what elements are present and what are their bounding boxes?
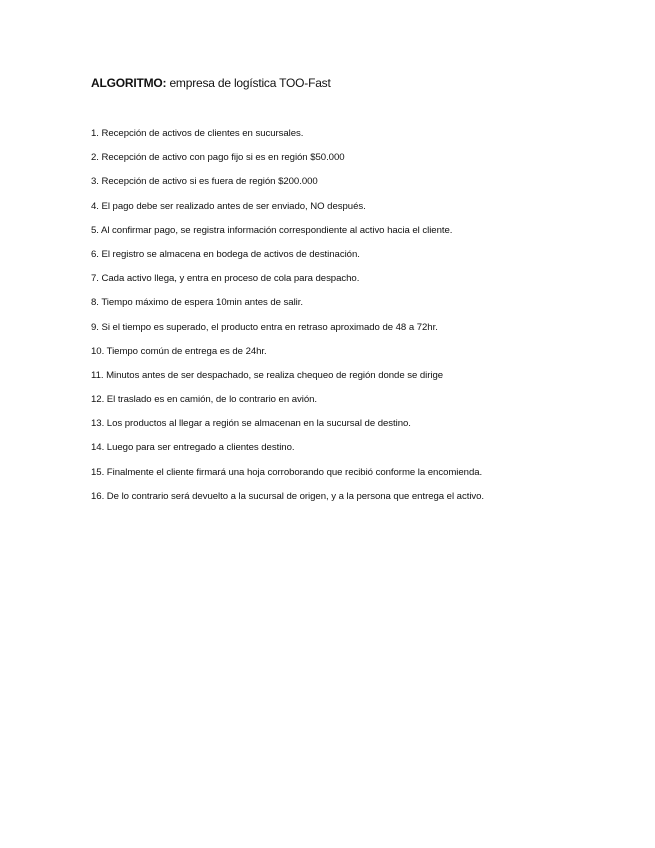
document-title bbox=[91, 76, 331, 90]
step-item: 16. De lo contrario será devuelto a la sucursal de origen, y a la persona que entrega el activo. bbox=[91, 490, 485, 502]
step-item: 13. Los productos al llegar a región se almacenan en la sucursal de destino. bbox=[91, 418, 411, 430]
step-item: 9. Si el tiempo es superado, el producto entra en retraso aproximado de 48 a 72hr. bbox=[91, 321, 438, 333]
step-item: 7. Cada activo llega, y entra en proceso de cola para despacho. bbox=[91, 273, 360, 285]
step-item: 10. Tiempo común de entrega es de 24hr. bbox=[91, 345, 267, 357]
title-bold: ALGORITMO: bbox=[91, 76, 167, 90]
step-item: 11. Minutos antes de ser despachado, se realiza chequeo de región donde se dirige bbox=[91, 369, 444, 381]
step-item: 3. Recepción de activo si es fuera de región $200.000 bbox=[91, 176, 318, 188]
step-item: 6. El registro se almacena en bodega de activos de destinación. bbox=[91, 248, 360, 260]
step-item: 2. Recepción de activo con pago fijo si es en región $50.000 bbox=[91, 152, 345, 164]
title-text: empresa de logística TOO-Fast bbox=[166, 76, 331, 90]
step-item: 15. Finalmente el cliente firmará una hoja corroborando que recibió conforme la encomienda. bbox=[91, 466, 483, 478]
step-item: 12. El traslado es en camión, de lo contrario en avión. bbox=[91, 394, 318, 406]
step-item: 1. Recepción de activos de clientes en sucursales. bbox=[91, 128, 304, 139]
step-item: 14. Luego para ser entregado a clientes destino. bbox=[91, 442, 295, 454]
step-item: 4. El pago debe ser realizado antes de ser enviado, NO después. bbox=[91, 200, 366, 212]
step-list bbox=[91, 127, 631, 514]
step-item: 5. Al confirmar pago, se registra información correspondiente al activo hacia el cliente. bbox=[91, 224, 453, 236]
step-item: 8. Tiempo máximo de espera 10min antes de salir. bbox=[91, 297, 303, 309]
